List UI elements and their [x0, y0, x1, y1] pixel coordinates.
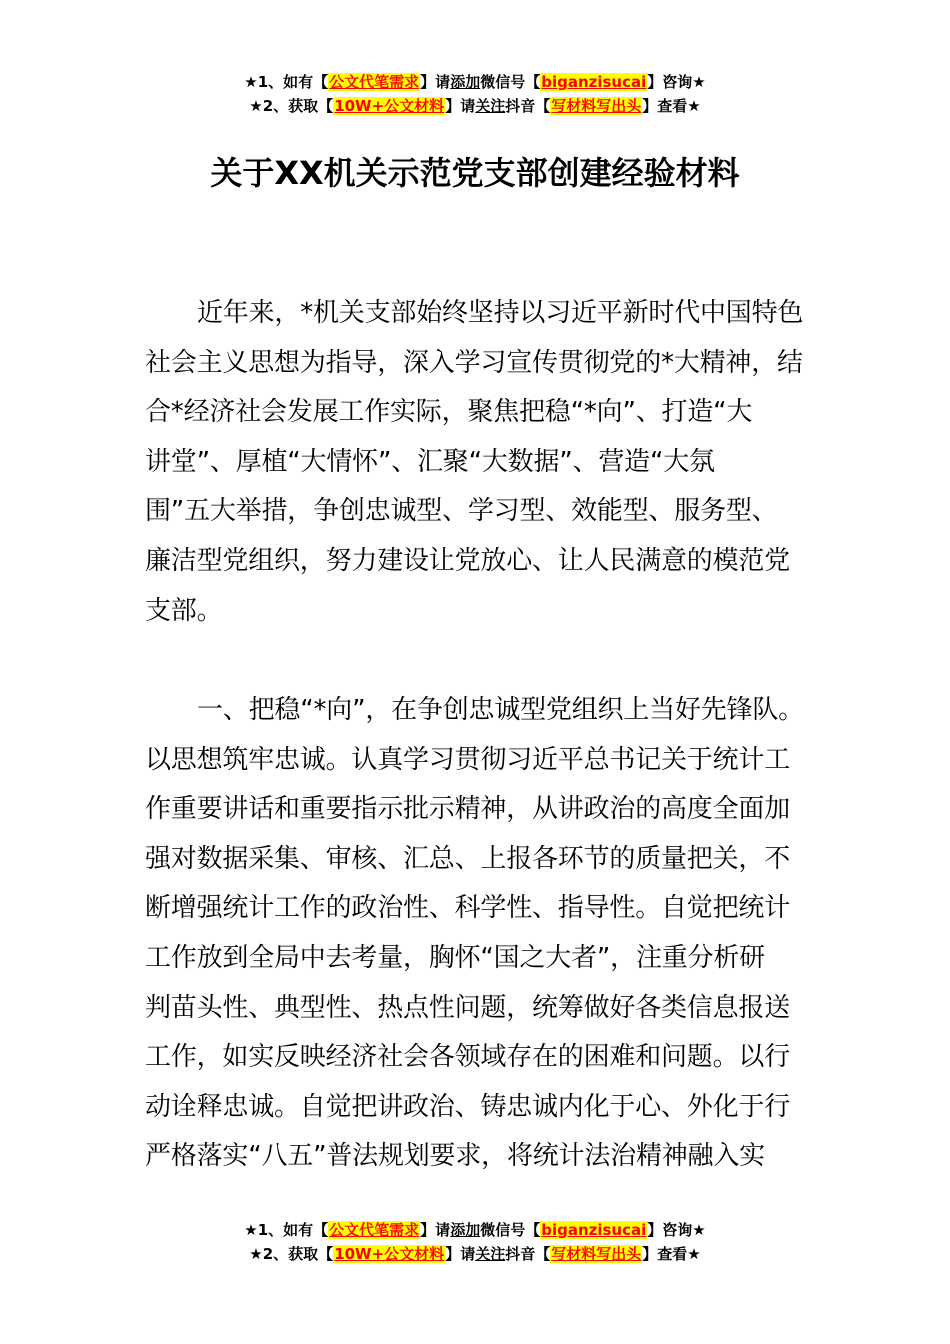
text-line: 工作放到全局中去考量，胸怀“国之大者”，注重分析研: [145, 942, 765, 973]
banner-underlined: 关注: [475, 1245, 506, 1263]
banner-line-1: [0, 70, 950, 94]
text-line: 社会主义思想为指导，深入学习宣传贯彻党的*大精神，结: [145, 347, 803, 378]
highlight-ghostwriting: 公文代笔需求: [329, 73, 420, 91]
text-line: 支部。: [145, 595, 223, 626]
text-line: 近年来，*机关支部始终坚持以习近平新时代中国特色: [197, 298, 804, 328]
text-line: 强对数据采集、审核、汇总、上报各环节的质量把关，不: [145, 843, 791, 874]
banner-line-2: [0, 1242, 950, 1266]
text-line: 动诠释忠诚。自觉把讲政治、铸忠诚内化于心、外化于行: [145, 1091, 791, 1122]
banner-text: 】请: [420, 1221, 451, 1239]
banner-text: 】请: [445, 1245, 476, 1263]
text-line: 合*经济社会发展工作实际，聚焦把稳“*向”、打造“大: [145, 397, 753, 428]
text-line: 工作，如实反映经济社会各领域存在的困难和问题。以行: [145, 1042, 791, 1073]
highlight-wechat-id: biganzisucai: [541, 73, 647, 91]
document-title: 关于XX机关示范党支部创建经验材料: [210, 154, 740, 192]
banner-text: ★2、获取【: [249, 97, 334, 115]
banner-text: 抖音【: [505, 97, 551, 115]
highlight-materials: 10W+公文材料: [334, 97, 445, 115]
banner-underlined: 关注: [475, 97, 506, 115]
paragraph-intro: [145, 289, 810, 636]
footer-banner: [0, 1218, 950, 1266]
highlight-wechat-id: biganzisucai: [541, 1221, 647, 1239]
banner-text: ★1、如有【: [244, 1221, 329, 1239]
banner-text: 】请: [420, 73, 451, 91]
text-line: 断增强统计工作的政治性、科学性、指导性。自觉把统计: [145, 893, 791, 924]
banner-text: 微信号【: [480, 1221, 541, 1239]
highlight-douyin: 写材料写出头: [551, 97, 642, 115]
highlight-ghostwriting: 公文代笔需求: [329, 1221, 420, 1239]
paragraph-section-1: [145, 686, 810, 1182]
text-line: 廉洁型党组织，努力建设让党放心、让人民满意的模范党: [145, 545, 791, 576]
banner-text: 】咨询★: [647, 1221, 706, 1239]
banner-text: 】请: [445, 97, 476, 115]
text-line: 围”五大举措，争创忠诚型、学习型、效能型、服务型、: [145, 496, 778, 527]
banner-underlined: 添加: [450, 73, 481, 91]
banner-line-2: [0, 94, 950, 118]
banner-text: ★1、如有【: [244, 73, 329, 91]
text-line: 以思想筑牢忠诚。认真学习贯彻习近平总书记关于统计工: [145, 744, 791, 775]
banner-text: ★2、获取【: [249, 1245, 334, 1263]
banner-text: 】咨询★: [647, 73, 706, 91]
section-heading-line: 一、把稳“*向”，在争创忠诚型党组织上当好先锋队。: [197, 695, 804, 725]
banner-text: 抖音【: [505, 1245, 551, 1263]
banner-text: 微信号【: [480, 73, 541, 91]
banner-line-1: [0, 1218, 950, 1242]
text-line: 讲堂”、厚植“大情怀”、汇聚“大数据”、营造“大氛: [145, 446, 715, 477]
highlight-materials: 10W+公文材料: [334, 1245, 445, 1263]
text-line: 判苗头性、典型性、热点性问题，统筹做好各类信息报送: [145, 992, 791, 1023]
banner-underlined: 添加: [450, 1221, 481, 1239]
header-banner: [0, 70, 950, 118]
highlight-douyin: 写材料写出头: [551, 1245, 642, 1263]
banner-text: 】查看★: [642, 97, 701, 115]
text-line: 严格落实“八五”普法规划要求，将统计法治精神融入实: [145, 1141, 765, 1172]
banner-text: 】查看★: [642, 1245, 701, 1263]
text-line: 作重要讲话和重要指示批示精神，从讲政治的高度全面加: [145, 794, 791, 825]
